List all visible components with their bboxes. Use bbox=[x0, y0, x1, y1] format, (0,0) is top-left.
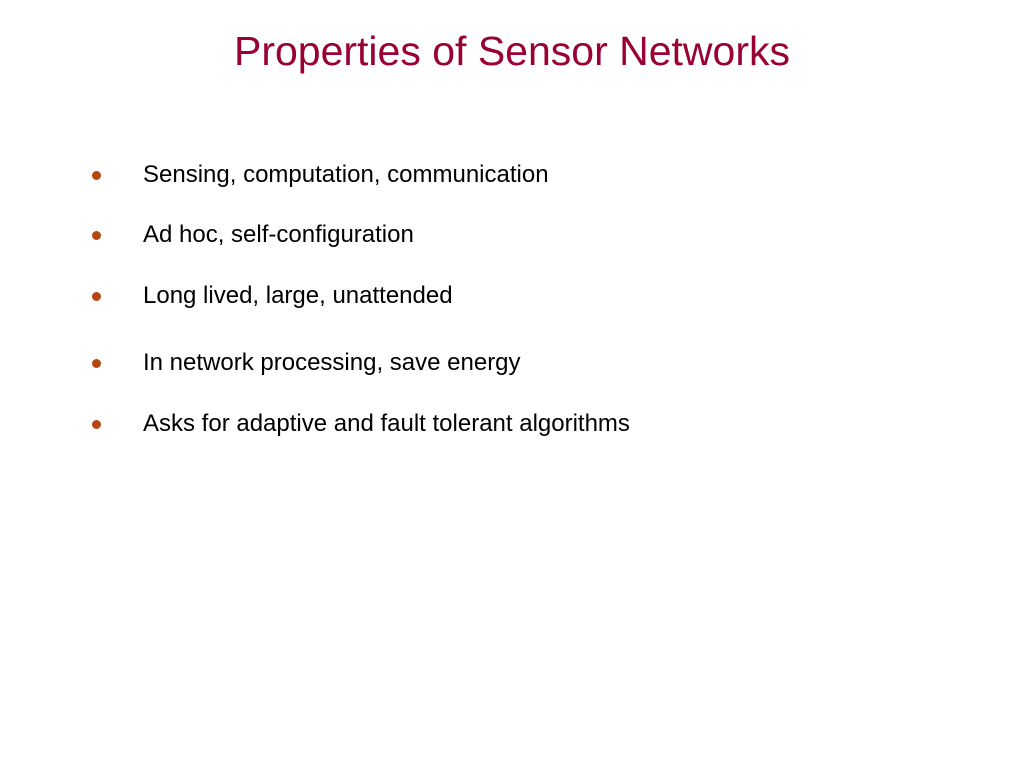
bullet-text: In network processing, save energy bbox=[143, 349, 521, 376]
bullet-item bbox=[92, 407, 972, 441]
bullet-dot-icon bbox=[92, 231, 101, 240]
bullet-text: Asks for adaptive and fault tolerant algorithms bbox=[143, 410, 630, 437]
bullet-dot-icon bbox=[92, 420, 101, 429]
bullet-text: Long lived, large, unattended bbox=[143, 282, 453, 309]
bullet-text: Ad hoc, self-configuration bbox=[143, 221, 414, 248]
bullet-item bbox=[92, 158, 972, 192]
bullet-text: Sensing, computation, communication bbox=[143, 161, 549, 188]
bullet-dot-icon bbox=[92, 292, 101, 301]
bullet-item bbox=[92, 346, 972, 380]
bullet-item bbox=[92, 279, 972, 313]
bullet-item bbox=[92, 218, 972, 252]
slide-title: Properties of Sensor Networks bbox=[233, 28, 790, 74]
bullet-dot-icon bbox=[92, 359, 101, 368]
bullet-dot-icon bbox=[92, 171, 101, 180]
